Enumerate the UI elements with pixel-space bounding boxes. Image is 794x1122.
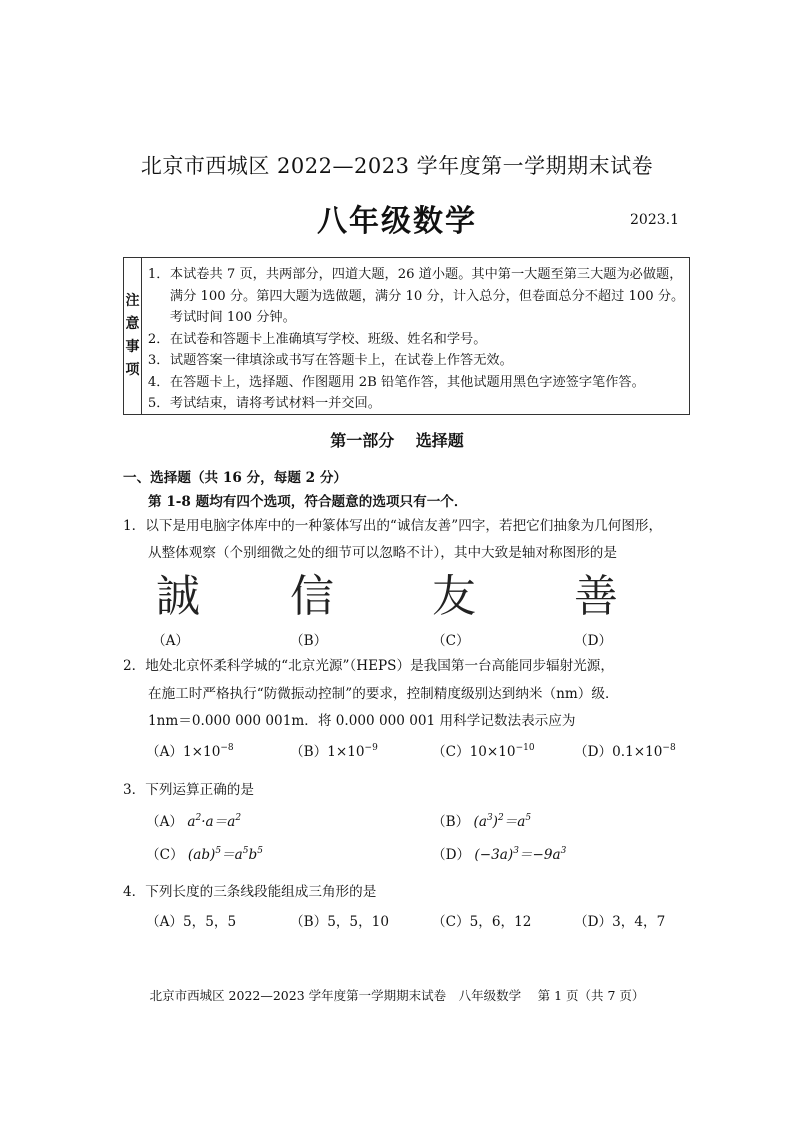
q3-option-d bbox=[432, 843, 566, 863]
notice-items bbox=[142, 258, 689, 414]
q2-option-exponent: −8 bbox=[662, 743, 676, 753]
q2-option-exponent: −10 bbox=[515, 743, 535, 753]
q1-label-c: （C） bbox=[432, 633, 470, 649]
q1-stem-line2: 从整体观察（个别细微之处的细节可以忽略不计），其中大致是轴对称图形的是 bbox=[148, 545, 617, 561]
q4-option-label: （A） bbox=[146, 914, 184, 930]
q4-option-c bbox=[432, 910, 531, 930]
q4-option-b bbox=[290, 910, 389, 930]
q2-option-a bbox=[146, 740, 234, 760]
q2-option-label: （A） bbox=[146, 744, 184, 760]
q4-option-label: （D） bbox=[574, 914, 613, 930]
notice-item bbox=[148, 393, 685, 415]
notice-label-char: 事 bbox=[125, 339, 140, 355]
q1-glyph-a: 誠 bbox=[156, 571, 200, 622]
notice-label-char: 意 bbox=[125, 316, 140, 332]
q2-stem-line1: 2．地处北京怀柔科学城的“北京光源”（HEPS）是我国第一台高能同步辐射光源， bbox=[123, 658, 614, 674]
q4-option-label: （B） bbox=[290, 914, 328, 930]
q2-option-exponent: −9 bbox=[364, 743, 378, 753]
notice-item bbox=[148, 264, 685, 329]
notice-item bbox=[148, 329, 685, 351]
q4-option-text: 5，6，12 bbox=[469, 914, 532, 930]
q3-option-d-formula: $(-3a)^3=-9a^3$ bbox=[474, 846, 567, 863]
exam-title: 北京市西城区 2022—2023 学年度第一学期期末试卷 bbox=[140, 154, 654, 178]
notice-box bbox=[123, 257, 690, 415]
q3-option-b bbox=[432, 810, 531, 830]
notice-item-number: 3． bbox=[147, 353, 170, 368]
q1-stem-line1: 1．以下是用电脑字体库中的一种篆体写出的“诚信友善”四字，若把它们抽象为几何图形， bbox=[123, 518, 663, 534]
part1-instruction: 第 1-8 题均有四个选项，符合题意的选项只有一个． bbox=[148, 494, 468, 510]
q3-option-label: （B） bbox=[432, 814, 470, 830]
q3-stem: 3．下列运算正确的是 bbox=[123, 782, 254, 798]
q4-stem: 4．下列长度的三条线段能组成三角形的是 bbox=[123, 884, 377, 900]
q3-option-a bbox=[146, 810, 241, 830]
notice-label-char: 项 bbox=[125, 362, 140, 378]
q4-option-text: 5，5，10 bbox=[327, 914, 389, 930]
q3-option-c bbox=[146, 843, 263, 863]
q2-option-b bbox=[290, 740, 378, 760]
q4-option-text: 3，4，7 bbox=[612, 914, 666, 930]
q3-option-c-formula: $(ab)^5=a^5b^5$ bbox=[187, 846, 263, 863]
notice-item-text: 试题答案一律填涂或书写在答题卡上，在试卷上作答无效。 bbox=[169, 353, 513, 368]
q2-stem-line3 bbox=[148, 711, 575, 731]
q2-option-value: 1×10 bbox=[183, 744, 221, 760]
notice-item-text: 在试卷和答题卡上准确填写学校、班级、姓名和学号。 bbox=[169, 331, 487, 347]
notice-item-text: 考试结束，请将考试材料一并交回。 bbox=[169, 396, 381, 411]
q3-option-label: （C） bbox=[146, 847, 184, 863]
q2-option-c bbox=[432, 740, 535, 760]
q2-option-value: 1×10 bbox=[327, 744, 365, 760]
q4-option-a bbox=[146, 910, 236, 930]
q2-stem-tail: ．将 0.000 000 001 用科学记数法表示应为 bbox=[304, 713, 576, 729]
notice-item-number: 4． bbox=[147, 374, 170, 390]
notice-label bbox=[124, 258, 142, 414]
q3-option-label: （D） bbox=[432, 847, 471, 863]
notice-item bbox=[148, 372, 685, 394]
q2-stem-line2: 在施工时严格执行“防微振动控制”的要求，控制精度级别达到纳米（nm）级． bbox=[148, 686, 619, 702]
q1-glyph-d: 善 bbox=[574, 571, 618, 622]
q3-option-a-formula: $a^2\cdot a=a^2$ bbox=[187, 813, 242, 830]
notice-item-number: 1． bbox=[147, 267, 170, 282]
q2-option-value: 0.1×10 bbox=[612, 744, 663, 760]
q2-option-value: 10×10 bbox=[469, 744, 516, 760]
q4-option-d bbox=[574, 910, 665, 930]
q2-option-exponent: −8 bbox=[220, 743, 234, 753]
notice-item-number: 5． bbox=[147, 396, 170, 411]
section-part: 第一部分 bbox=[330, 431, 395, 450]
page-footer: 北京市西城区 2022—2023 学年度第一学期期末试卷 八年级数学 第 1 页（共 7 页） bbox=[149, 988, 645, 1003]
notice-item-text: 本试卷共 7 页，共两部分，四道大题，26 道小题。其中第一大题至第三大题为必做题，满分 100 分。第四大题为选做题，满分 10 分，计入总分，但卷面总分不超过 100 分。考试时间 100 分钟。 bbox=[169, 267, 685, 325]
q1-label-d: （D） bbox=[574, 633, 613, 649]
q1-glyph-b: 信 bbox=[290, 571, 334, 622]
exam-date: 2023.1 bbox=[630, 212, 679, 228]
q3-option-label: （A） bbox=[146, 814, 184, 830]
q1-label-b: （B） bbox=[290, 633, 328, 649]
q2-equation: 1nm＝0.000 000 001m bbox=[148, 713, 305, 729]
q2-option-label: （D） bbox=[574, 744, 613, 760]
notice-item bbox=[148, 350, 685, 372]
notice-item-number: 2． bbox=[147, 331, 170, 347]
q2-option-label: （B） bbox=[290, 744, 328, 760]
exam-subtitle: 八年级数学 bbox=[317, 204, 477, 239]
q3-option-b-formula: $(a^3)^2=a^5$ bbox=[473, 813, 532, 830]
section-title bbox=[0, 428, 794, 451]
q1-glyph-c: 友 bbox=[432, 571, 476, 622]
q2-option-label: （C） bbox=[432, 744, 470, 760]
q2-option-d bbox=[574, 740, 676, 760]
q4-option-text: 5，5，5 bbox=[183, 914, 237, 930]
section-name: 选择题 bbox=[415, 431, 464, 450]
notice-label-char: 注 bbox=[125, 293, 140, 309]
part1-heading: 一、选择题（共 16 分，每题 2 分） bbox=[123, 470, 348, 486]
q1-label-a: （A） bbox=[152, 633, 190, 649]
q4-option-label: （C） bbox=[432, 914, 470, 930]
notice-item-text: 在答题卡上，选择题、作图题用 2B 铅笔作答，其他试题用黑色字迹签字笔作答。 bbox=[169, 374, 645, 390]
